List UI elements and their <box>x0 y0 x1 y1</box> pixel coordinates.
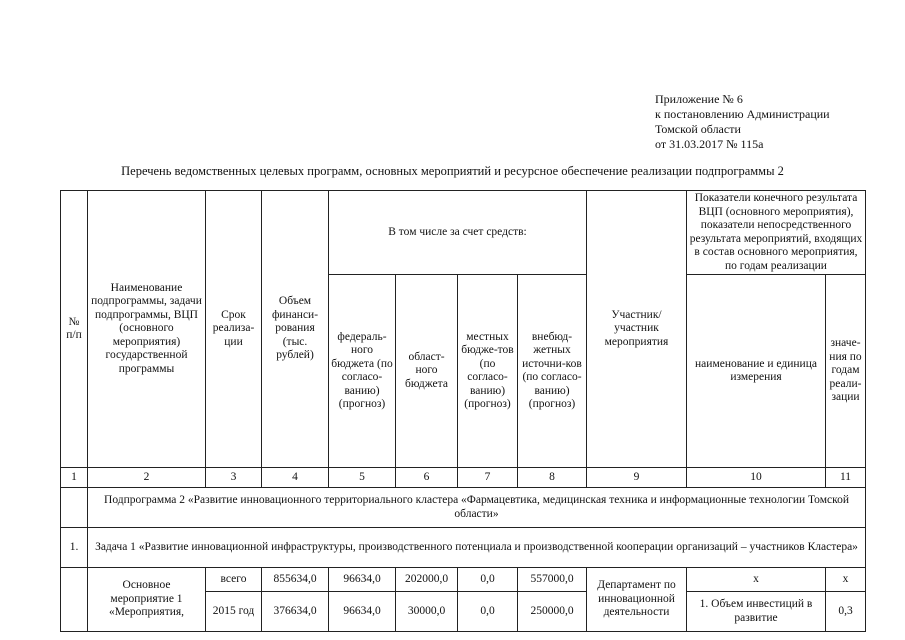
row-volume: 376634,0 <box>262 592 329 632</box>
header-ind-value: значе-ния по годам реали-зации <box>826 275 866 468</box>
col-number: 6 <box>396 468 458 488</box>
row-local: 0,0 <box>458 592 518 632</box>
col-number: 8 <box>518 468 587 488</box>
col-number: 5 <box>329 468 396 488</box>
col-number: 11 <box>826 468 866 488</box>
activity-name: Основное мероприятие 1 «Мероприятия, <box>88 568 206 632</box>
row-regional: 202000,0 <box>396 568 458 592</box>
col-number: 9 <box>587 468 687 488</box>
row-ind-name: 1. Объем инвестиций в развитие <box>687 592 826 632</box>
header-num: № п/п <box>61 191 88 468</box>
programs-table <box>60 190 866 632</box>
row-regional: 30000,0 <box>396 592 458 632</box>
row-term: 2015 год <box>206 592 262 632</box>
header-name: Наименование подпрограммы, задачи подпрограммы, ВЦП (основного мероприятия) государственной программы <box>88 191 206 468</box>
row-local: 0,0 <box>458 568 518 592</box>
appendix-line: Томской области <box>655 122 741 136</box>
col-number: 10 <box>687 468 826 488</box>
col-number: 4 <box>262 468 329 488</box>
header-volume: Объем финанси-рования (тыс. рублей) <box>262 191 329 468</box>
activity-num-cell <box>61 568 88 632</box>
subprogram-num-cell <box>61 488 88 528</box>
header-including: В том числе за счет средств: <box>329 191 587 275</box>
col-number: 2 <box>88 468 206 488</box>
header-indicators: Показатели конечного результата ВЦП (основного мероприятия), показатели непосредственного результата мероприятий, входящих в состав основного мероприятия, по годам реализации <box>687 191 866 275</box>
header-ind-name: наименование и единица измерения <box>687 275 826 468</box>
row-ind-value: х <box>826 568 866 592</box>
row-federal: 96634,0 <box>329 592 396 632</box>
appendix-line: Приложение № 6 <box>655 92 743 106</box>
header-local: местных бюдже-тов (по согласо-ванию) (прогноз) <box>458 275 518 468</box>
task-num: 1. <box>61 528 88 568</box>
col-number: 7 <box>458 468 518 488</box>
row-ind-value: 0,3 <box>826 592 866 632</box>
document-title: Перечень ведомственных целевых программ, основных мероприятий и ресурсное обеспечение реализации подпрограммы 2 <box>121 164 784 178</box>
row-ind-name: х <box>687 568 826 592</box>
activity-participant: Департамент по инновационной деятельности <box>587 568 687 632</box>
header-offbudget: внебюд-жетных источни-ков (по согласо-ванию) (прогноз) <box>518 275 587 468</box>
row-volume: 855634,0 <box>262 568 329 592</box>
col-number: 1 <box>61 468 88 488</box>
col-number: 3 <box>206 468 262 488</box>
appendix-block <box>655 92 830 152</box>
subprogram-title: Подпрограмма 2 «Развитие инновационного территориального кластера «Фармацевтика, медицинская техника и информационные технологии Томской области» <box>88 488 866 528</box>
task-title: Задача 1 «Развитие инновационной инфраструктуры, производственного потенциала и производственной кооперации организаций – участников Кластера» <box>88 528 866 568</box>
row-offbudget: 557000,0 <box>518 568 587 592</box>
header-regional: област-ного бюджета <box>396 275 458 468</box>
appendix-line: от 31.03.2017 № 115а <box>655 137 764 151</box>
row-term: всего <box>206 568 262 592</box>
row-federal: 96634,0 <box>329 568 396 592</box>
header-participant: Участник/ участник мероприятия <box>587 191 687 468</box>
header-federal: федераль-ного бюджета (по согласо-ванию) (прогноз) <box>329 275 396 468</box>
row-offbudget: 250000,0 <box>518 592 587 632</box>
header-term: Срок реализа-ции <box>206 191 262 468</box>
appendix-line: к постановлению Администрации <box>655 107 830 121</box>
